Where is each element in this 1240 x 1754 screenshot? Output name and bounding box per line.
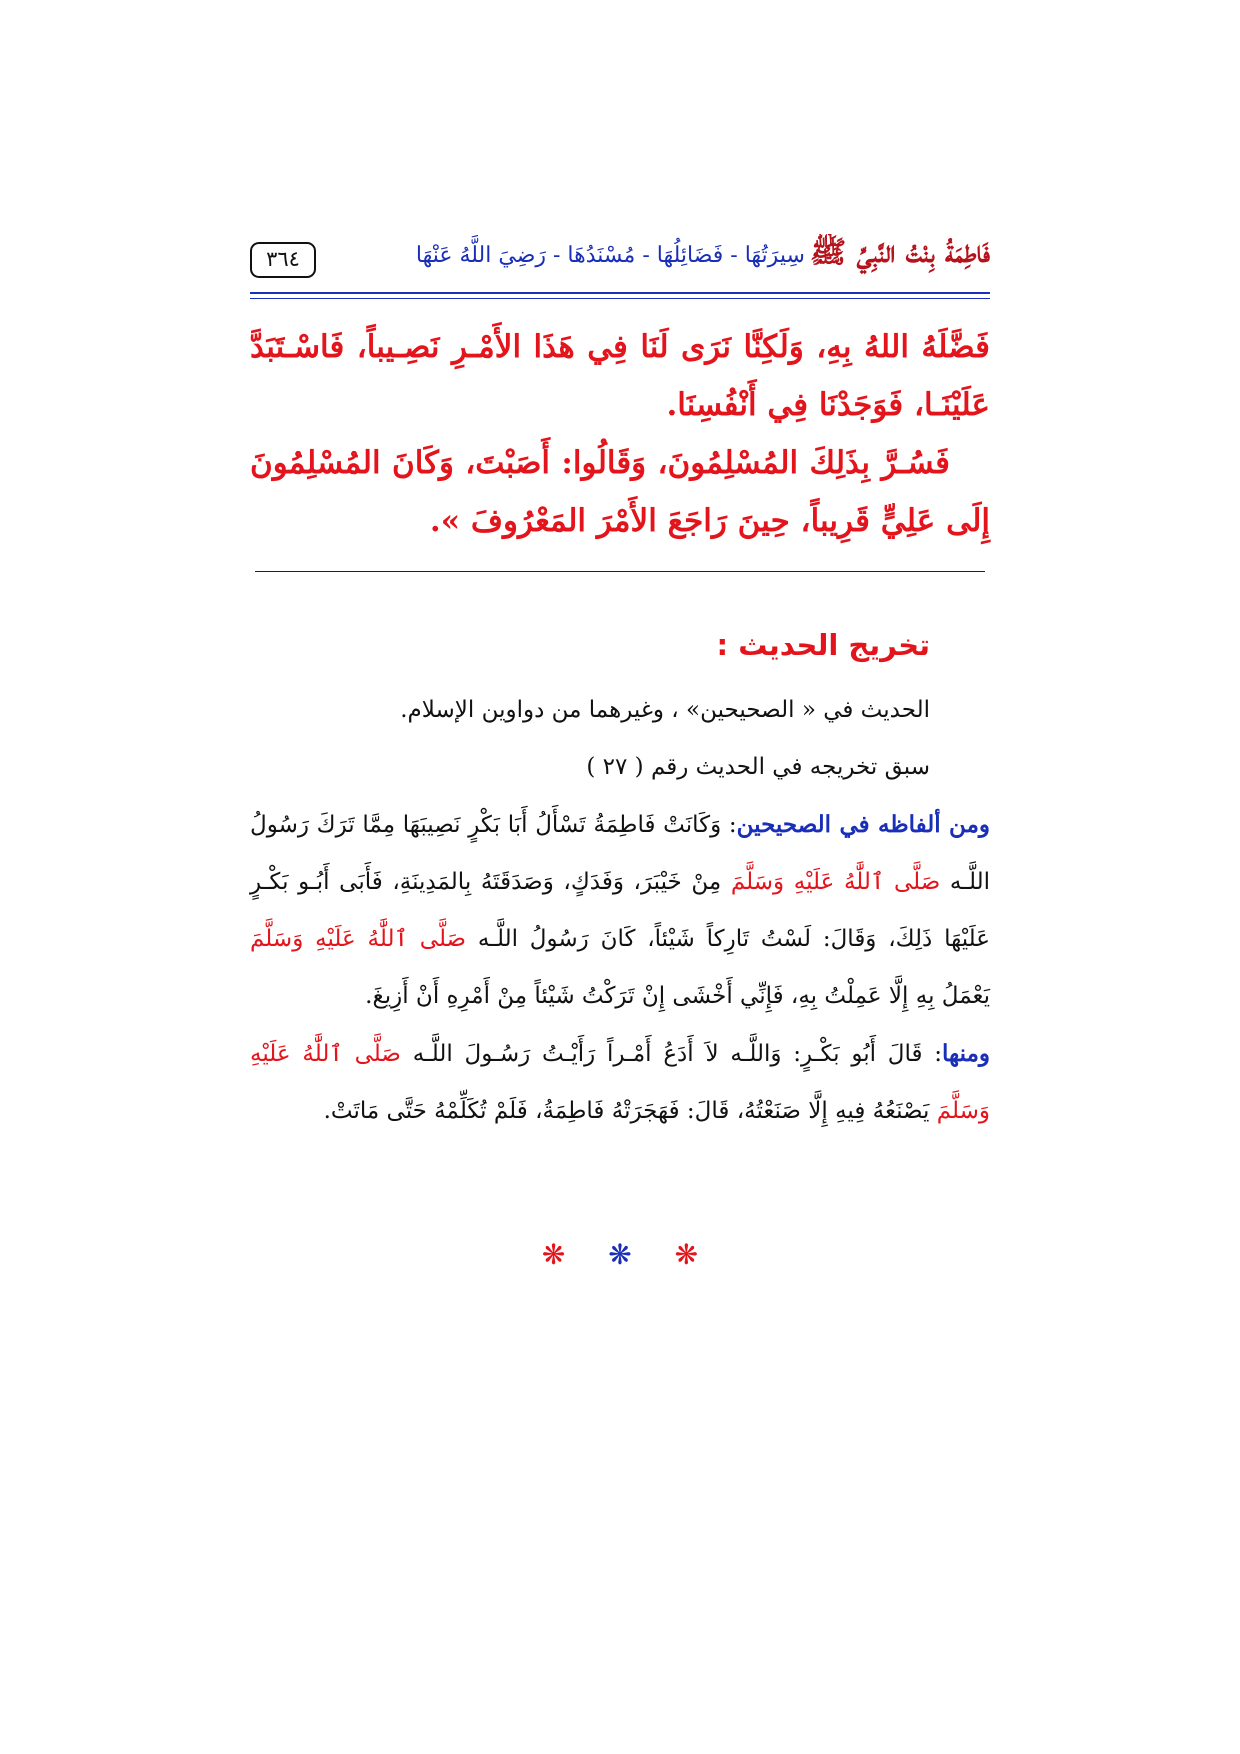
takhrij-line-1: الحديث في « الصحيحين» ، وغيرهما من دواوين الإسلام. — [400, 697, 930, 723]
section-heading: تخريج الحديث : — [716, 628, 930, 662]
ornament-star-icon: ❋ — [674, 1238, 699, 1271]
wording-label: ومن ألفاظه في الصحيحين — [736, 811, 990, 838]
running-title — [322, 234, 990, 280]
salutation-text: صَلَّى ٱللَّٰهُ عَلَيْهِ وَسَلَّمَ — [250, 1041, 990, 1124]
section-end-ornaments — [0, 1238, 1240, 1271]
hadith-quote — [250, 318, 990, 550]
wording-text-4: : قَالَ أَبُو بَكْـرٍ: وَاللَّـه لاَ أَدَعُ أَمْـراً رَأَيْـتُ رَسُـولَ اللَّـه — [412, 1041, 943, 1067]
wording-text-1: : وَكَانَتْ فَاطِمَةُ تَسْأَلُ أَبَا بَكْرٍ نَصِيبَهَا مِمَّا تَرَكَ رَسُولُ اللَّـه — [250, 812, 991, 895]
takhrij-line-2: سبق تخريجه في الحديث رقم ( ٢٧ ) — [586, 754, 930, 780]
quote-paragraph-1: فَضَّلَهُ اللهُ بِهِ، وَلَكِنَّا نَرَى لَنَا فِي هَذَا الأَمْـرِ نَصِـيباً، فَاسْـتَبَدَّ عَلَيْنَـا، فَوَجَدْنَا فِي أَنْفُسِنَا. — [250, 329, 990, 423]
ornament-star-icon: ❋ — [608, 1238, 632, 1271]
header-divider — [250, 292, 990, 299]
wording-label: ومنها — [942, 1040, 991, 1067]
ornament-star-icon: ❋ — [541, 1238, 566, 1271]
book-title: فَاطِمَةُ بِنْتُ النَّبِيِّ ﷺ — [810, 235, 990, 270]
section-divider — [255, 571, 985, 572]
wording-paragraph-2 — [250, 1025, 990, 1140]
page-header — [250, 228, 990, 290]
book-subtitle: سِيرَتُهَا - فَضَائِلُهَا - مُسْنَدُهَا - رَضِيَ اللَّهُ عَنْهَا — [415, 243, 805, 268]
wording-text-5: يَصْنَعُهُ فِيهِ إِلَّا صَنَعْتُهُ، قَالَ: فَهَجَرَتْهُ فَاطِمَةُ، فَلَمْ تُكَلِّمْهُ حَتَّى مَاتَتْ. — [323, 1098, 930, 1124]
wording-paragraph-1 — [250, 796, 990, 1025]
salutation-text: صَلَّى ٱللَّٰهُ عَلَيْهِ وَسَلَّمَ — [250, 926, 467, 952]
quote-paragraph-2: فَسُـرَّ بِذَلِكَ المُسْلِمُونَ، وَقَالُوا: أَصَبْتَ، وَكَانَ المُسْلِمُونَ إِلَى عَلِيٍّ قَرِيباً، حِينَ رَاجَعَ الأَمْرَ المَعْرُوفَ ». — [250, 445, 990, 539]
wording-text-3: يَعْمَلُ بِهِ إِلَّا عَمِلْتُ بِهِ، فَإِنِّي أَخْشَى إِنْ تَرَكْتُ شَيْئاً مِنْ أَمْرِهِ أَنْ أَزِيغَ. — [365, 983, 990, 1009]
salutation-text: صَلَّى ٱللَّٰهُ عَلَيْهِ وَسَلَّمَ — [730, 869, 941, 895]
page-number: ٣٦٤ — [250, 242, 316, 278]
wording-text-2: مِنْ خَيْبَرَ، وَفَدَكٍ، وَصَدَقَتَهُ بِالمَدِينَةِ، فَأَبَى أَبُـو بَكْـرٍ عَلَيْهَا ذَلِكَ، وَقَالَ: لَسْتُ تَارِكاً شَيْئاً، كَانَ رَسُولُ اللَّـه — [250, 869, 990, 952]
